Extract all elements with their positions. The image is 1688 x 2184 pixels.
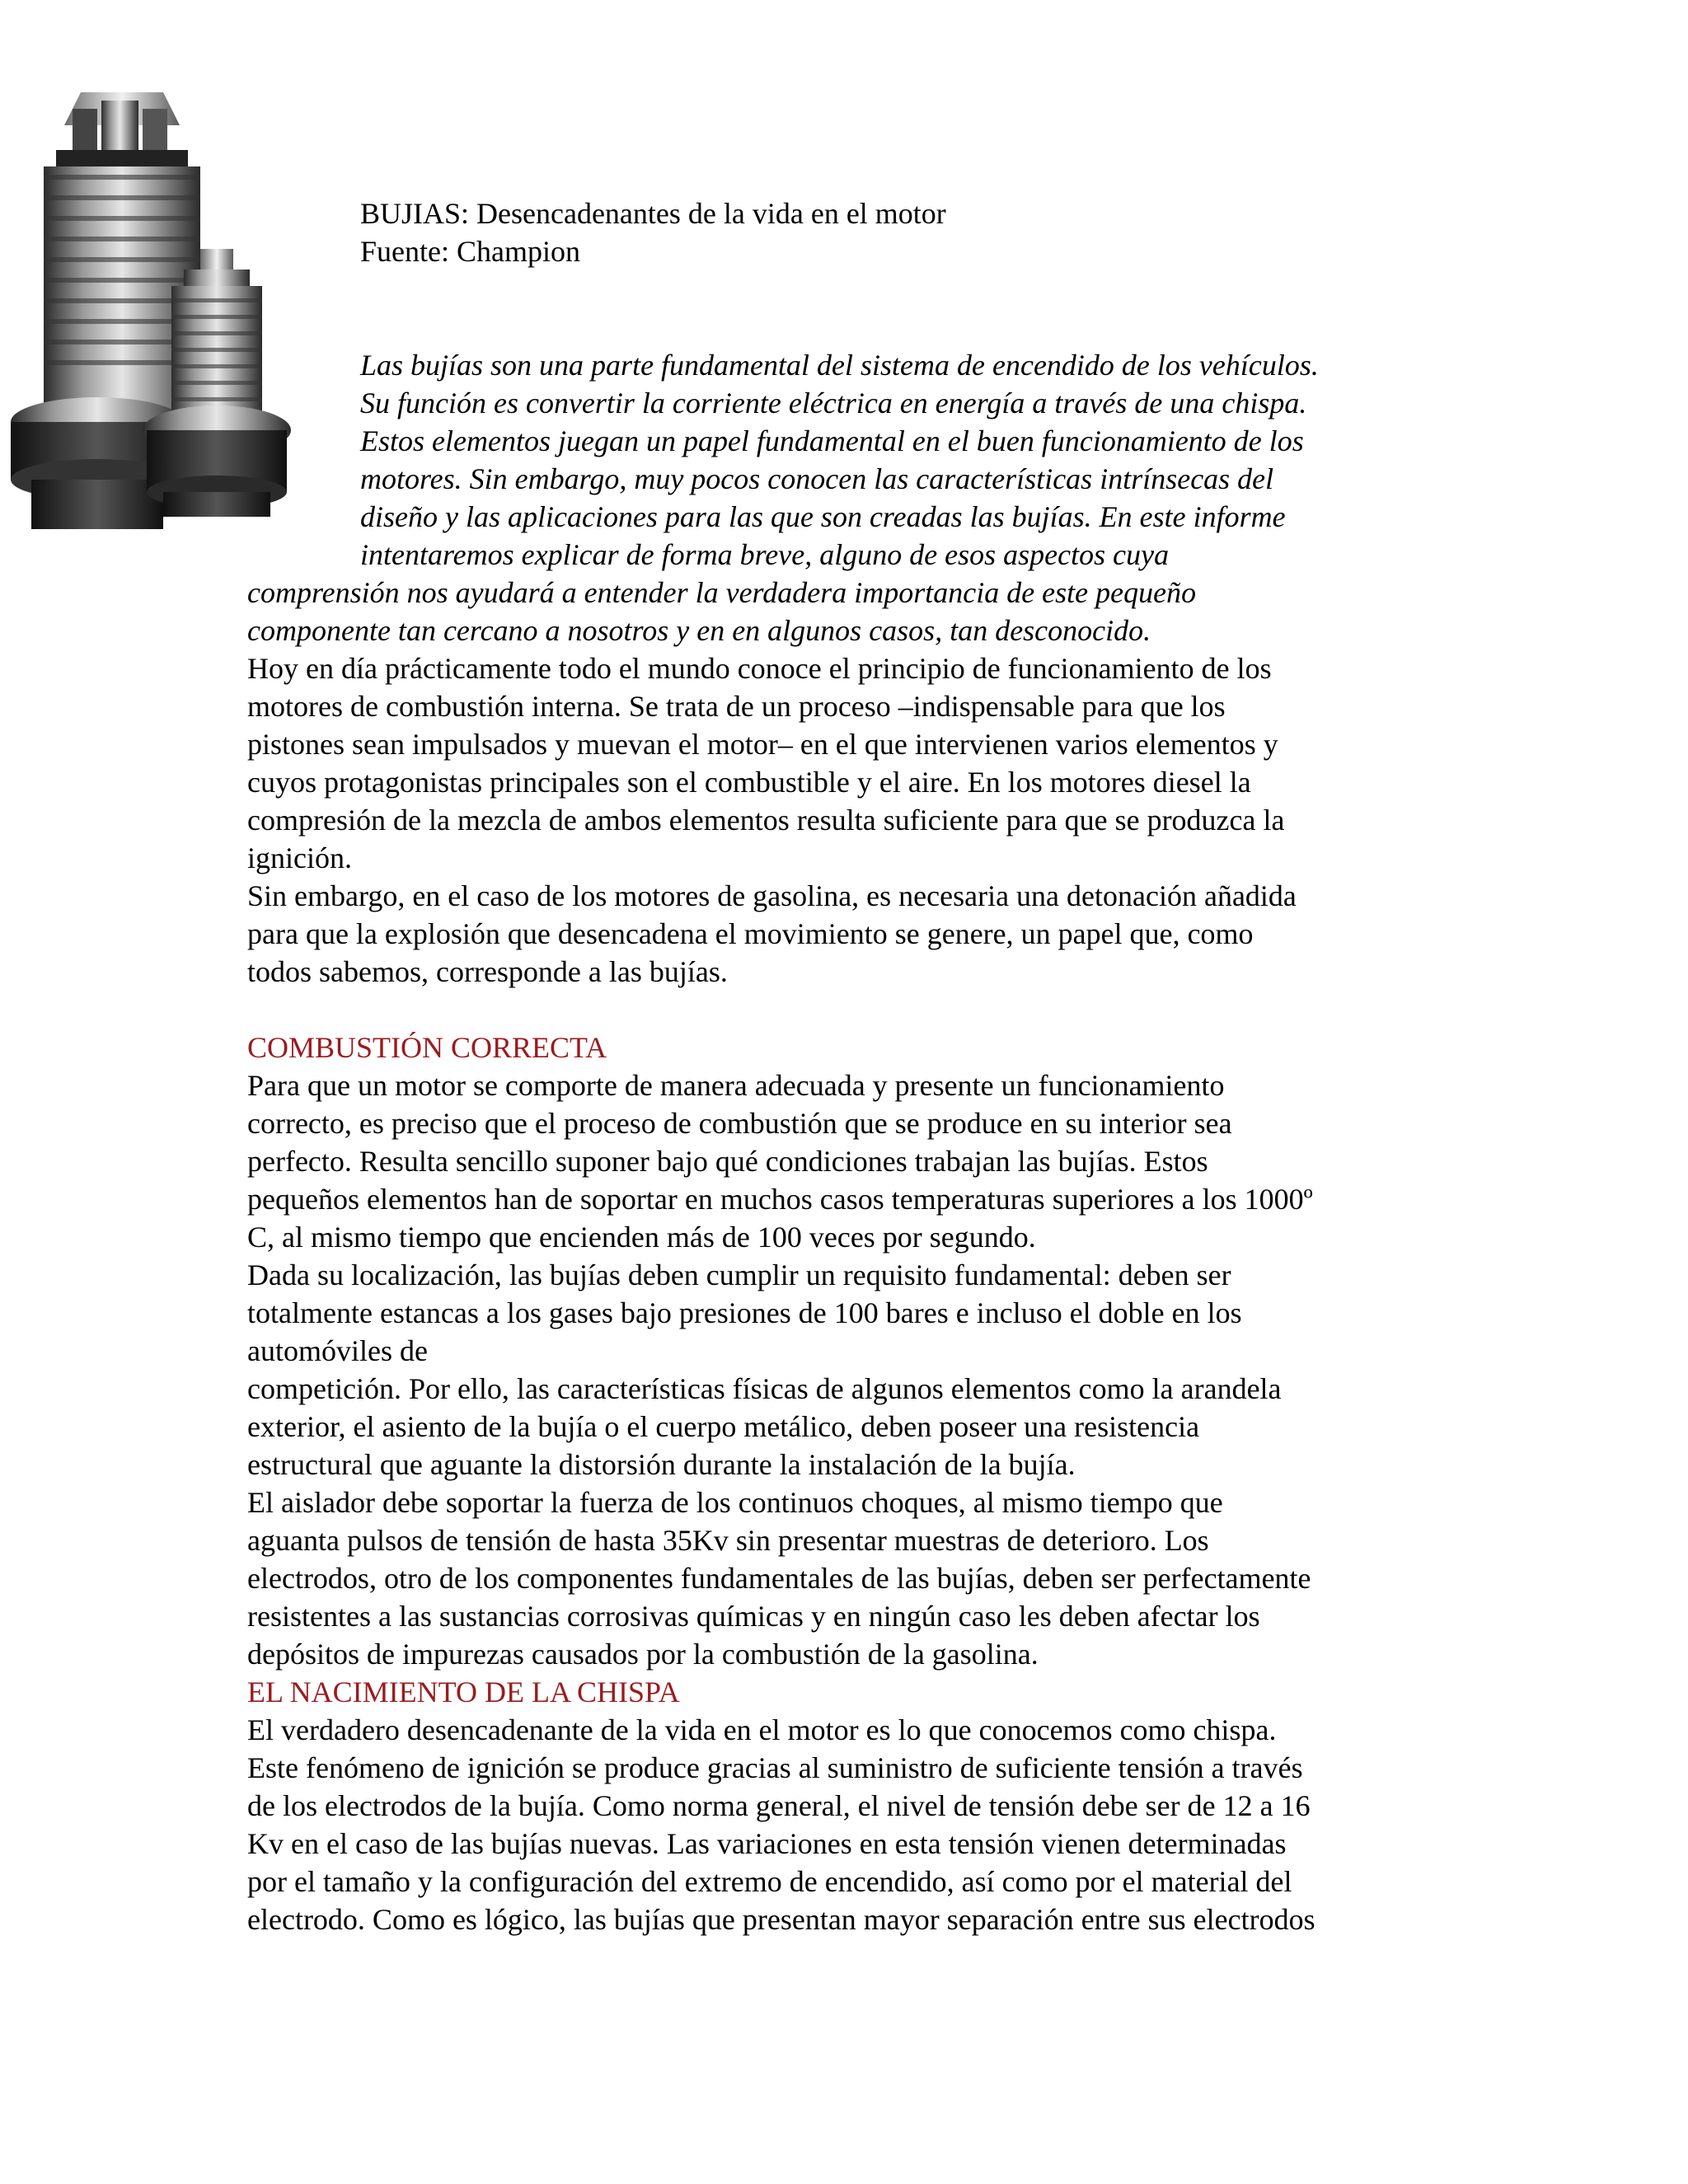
intro-line: intentaremos explicar de forma breve, alguno de esos aspectos cuya	[360, 538, 1170, 571]
paragraph	[247, 1483, 1451, 1673]
text-line: por el tamaño y la configuración del extremo de encendido, así como por el material del	[247, 1865, 1292, 1898]
document-header	[360, 194, 1432, 270]
text-line: motores de combustión interna. Se trata de un proceso –indispensable para que los	[247, 690, 1226, 723]
text-line: pequeños elementos han de soportar en muchos casos temperaturas superiores a los 1000º	[247, 1183, 1313, 1216]
intro-line: Su función es convertir la corriente eléctrica en energía a través de una chispa.	[360, 387, 1307, 419]
text-line: competición. Por ello, las características físicas de algunos elementos como la arandela	[247, 1372, 1282, 1405]
text-line: perfecto. Resulta sencillo suponer bajo qué condiciones trabajan las bujías. Estos	[247, 1145, 1208, 1178]
text-line: todos sabemos, corresponde a las bujías.	[247, 955, 728, 988]
text-line: cuyos protagonistas principales son el combustible y el aire. En los motores diesel la	[247, 766, 1251, 799]
text-line: compresión de la mezcla de ambos elementos resulta suficiente para que se produzca la	[247, 804, 1285, 837]
text-line: totalmente estancas a los gases bajo presiones de 100 bares e incluso el doble en los	[247, 1296, 1242, 1329]
intro-line: diseño y las aplicaciones para las que son creadas las bujías. En este informe	[360, 500, 1286, 533]
text-line: exterior, el asiento de la bujía o el cuerpo metálico, deben poseer una resistencia	[247, 1410, 1200, 1443]
text-line: Este fenómeno de ignición se produce gracias al suministro de suficiente tensión a través	[247, 1751, 1303, 1784]
paragraph	[247, 649, 1451, 877]
document-body	[247, 649, 1451, 1938]
text-line: para que la explosión que desencadena el movimiento se genere, un papel que, como	[247, 917, 1254, 950]
section-heading-chispa: EL NACIMIENTO DE LA CHISPA	[247, 1675, 680, 1708]
paragraph	[247, 877, 1451, 991]
paragraph	[247, 1370, 1451, 1483]
text-line: El verdadero desencadenante de la vida en el motor es lo que conocemos como chispa.	[247, 1713, 1277, 1746]
intro-line: componente tan cercano a nosotros y en en algunos casos, tan desconocido.	[247, 614, 1151, 647]
document-source: Fuente: Champion	[360, 235, 580, 268]
text-line: Hoy en día prácticamente todo el mundo conoce el principio de funcionamiento de los	[247, 652, 1272, 685]
text-line: Dada su localización, las bujías deben cumplir un requisito fundamental: deben ser	[247, 1258, 1231, 1291]
paragraph	[247, 1066, 1451, 1256]
paragraph	[247, 1256, 1451, 1370]
paragraph	[247, 1711, 1451, 1938]
intro-line: Las bujías son una parte fundamental del sistema de encendido de los vehículos.	[360, 349, 1319, 382]
text-line: C, al mismo tiempo que encienden más de 100 veces por segundo.	[247, 1221, 1036, 1254]
text-line: estructural que aguante la distorsión durante la instalación de la bujía.	[247, 1448, 1076, 1481]
document-title: BUJIAS: Desencadenantes de la vida en el motor	[360, 197, 946, 230]
text-line: de los electrodos de la bujía. Como norma general, el nivel de tensión debe ser de 12 a 16	[247, 1789, 1311, 1822]
text-line: correcto, es preciso que el proceso de combustión que se produce en su interior sea	[247, 1107, 1232, 1140]
blank-line	[247, 991, 1451, 1029]
text-line: resistentes a las sustancias corrosivas químicas y en ningún caso les deben afectar los	[247, 1600, 1260, 1633]
text-line: ignición.	[247, 841, 352, 874]
text-line: Kv en el caso de las bujías nuevas. Las variaciones en esta tensión vienen determinadas	[247, 1827, 1287, 1860]
intro-line: comprensión nos ayudará a entender la verdadera importancia de este pequeño	[247, 576, 1197, 609]
text-line: automóviles de	[247, 1334, 428, 1367]
text-line: electrodo. Como es lógico, las bujías que presentan mayor separación entre sus electrodos	[247, 1903, 1315, 1936]
section-heading-combustion: COMBUSTIÓN CORRECTA	[247, 1031, 607, 1064]
text-line: electrodos, otro de los componentes fundamentales de las bujías, deben ser perfectamente	[247, 1562, 1311, 1595]
text-line: Para que un motor se comporte de manera adecuada y presente un funcionamiento	[247, 1069, 1225, 1102]
text-line: aguanta pulsos de tensión de hasta 35Kv sin presentar muestras de deterioro. Los	[247, 1524, 1209, 1557]
intro-line: Estos elementos juegan un papel fundamental en el buen funcionamiento de los	[360, 424, 1304, 457]
intro-paragraph	[247, 346, 1451, 649]
text-line: depósitos de impurezas causados por la combustión de la gasolina.	[247, 1638, 1039, 1671]
text-line: pistones sean impulsados y muevan el motor– en el que intervienen varios elementos y	[247, 728, 1278, 761]
intro-line: motores. Sin embargo, muy pocos conocen las características intrínsecas del	[360, 462, 1274, 495]
text-line: Sin embargo, en el caso de los motores de gasolina, es necesaria una detonación añadida	[247, 879, 1296, 912]
text-line: El aislador debe soportar la fuerza de los continuos choques, al mismo tiempo que	[247, 1486, 1223, 1519]
